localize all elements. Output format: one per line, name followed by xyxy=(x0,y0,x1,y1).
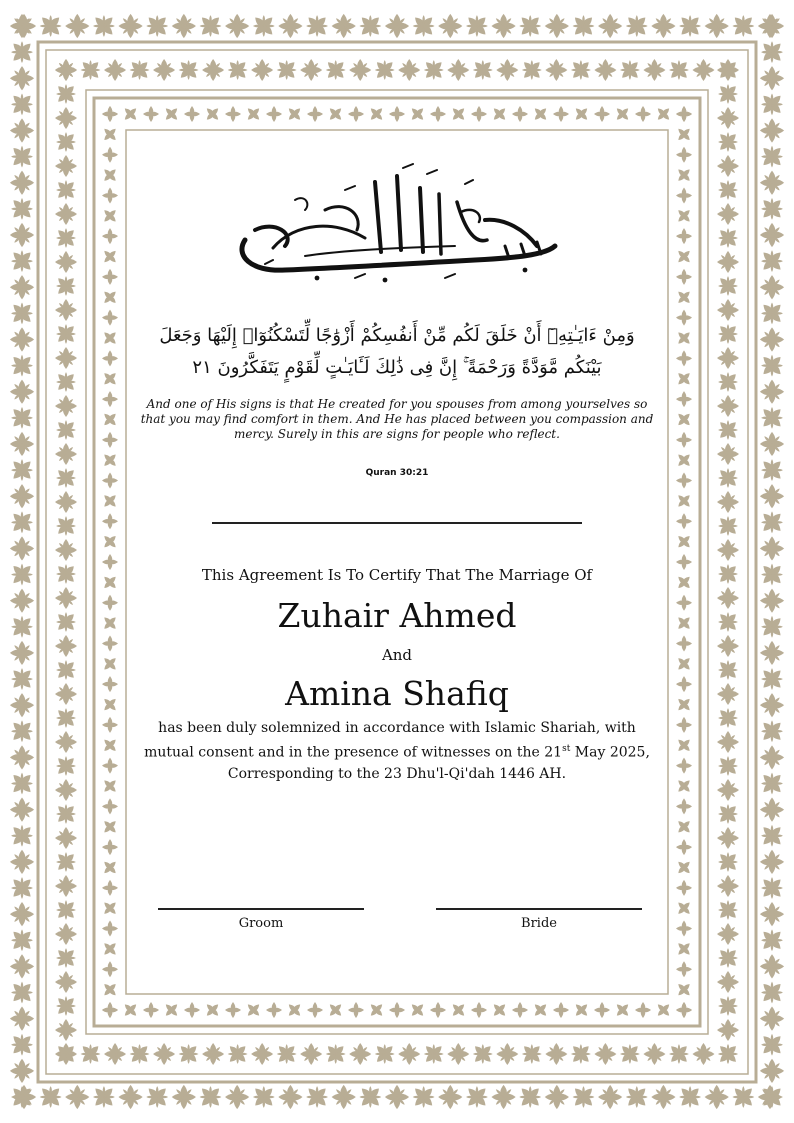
certificate-body xyxy=(140,718,654,785)
conjunction-text: And xyxy=(381,646,413,664)
basmala-text: بسم الله الرحمن الرحيم xyxy=(225,160,236,161)
verse-reference: Quran 30:21 xyxy=(365,468,429,478)
section-divider xyxy=(212,522,582,524)
verse-translation: And one of His signs is that He created for you spouses from among yourselves so that you may find comfort in them. And He has placed between you compassion and mercy. Surely in this are signs for people who reflect. xyxy=(140,397,654,441)
groom-signature-label: Groom xyxy=(238,916,284,931)
verse-line-2: بَيْنَكُم مَّوَدَّةً وَرَحْمَةً ۚ إِنَّ فِى ذَٰلِكَ لَـَٔايَـٰتٍ لِّقَوْمٍ يَتَفَكَّرُونَ ٢١ xyxy=(192,357,602,378)
certificate-content xyxy=(120,140,674,970)
verse-line-1: وَمِنْ ءَايَـٰتِهِۦٓ أَنْ خَلَقَ لَكُم مِّنْ أَنفُسِكُمْ أَزْوَٰجًا لِّتَسْكُنُوٓا۟ إِلَيْهَا وَجَعَلَ xyxy=(159,325,635,346)
groom-signature-line xyxy=(158,908,364,910)
date-ordinal: st xyxy=(562,744,571,754)
quran-verse-arabic xyxy=(120,320,674,384)
bride-signature-line xyxy=(436,908,642,910)
certificate-intro: This Agreement Is To Certify That The Marriage Of xyxy=(201,566,593,584)
groom-name: Zuhair Ahmed xyxy=(277,596,517,635)
bride-signature-label: Bride xyxy=(521,916,557,931)
body-text-part1: has been duly solemnized in accordance with Islamic Shariah, with mutual consent and in the presence of witnesses on the 21 xyxy=(144,720,636,761)
basmala-calligraphy xyxy=(225,160,569,290)
body-text-part2: May 2025, Corresponding to the 23 Dhu'l-Qi'dah 1446 AH. xyxy=(227,744,650,782)
bride-name: Amina Shafiq xyxy=(285,674,509,713)
